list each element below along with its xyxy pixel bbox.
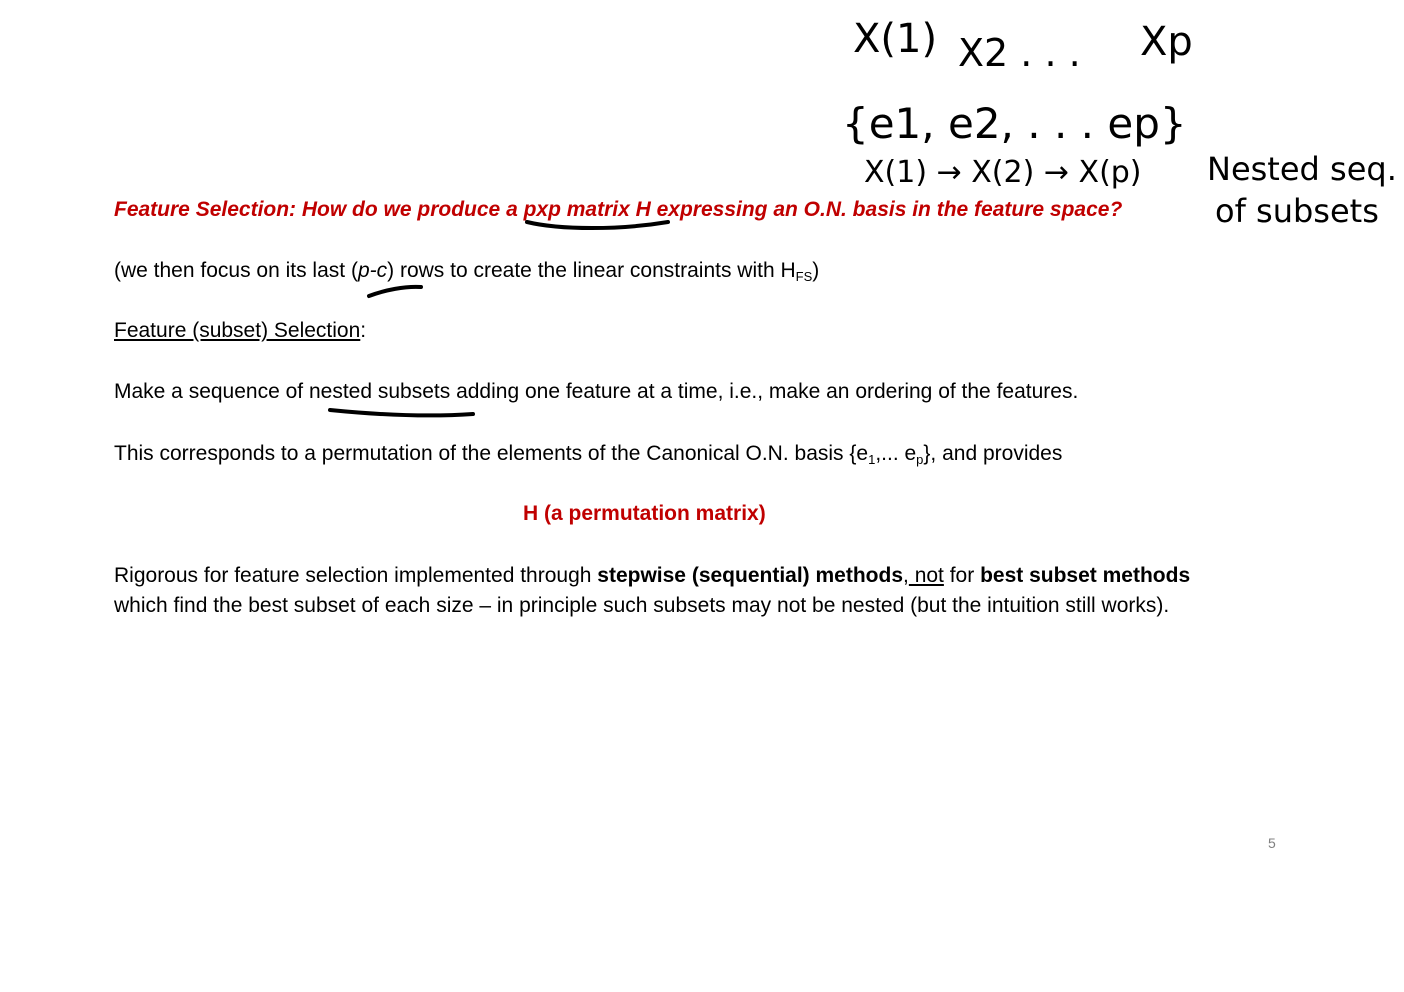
best-subset-line: which find the best subset of each size – in principle such subsets may not be nested (but the intuition still works). — [114, 594, 1170, 617]
nested-subsets-line: Make a sequence of nested subsets adding one feature at a time, i.e., make an ordering of the features. — [114, 380, 1079, 403]
slide-heading: Feature Selection: How do we produce a pxp matrix H expressing an O.N. basis in the feature space? — [114, 198, 1123, 221]
constraints-line: (we then focus on its last (p-c) rows to create the linear constraints with $H_{FS}$) — [114, 259, 820, 284]
underline-stroke-nested — [330, 410, 473, 415]
rigorous-line: Rigorous for feature selection implemented through stepwise (sequential) methods, not for best subset methods — [114, 564, 1191, 587]
permutation-line: This corresponds to a permutation of the elements of the Canonical O.N. basis {$e_1$,... $e_p$}, and provides — [114, 442, 1063, 467]
handwritten-basis-set: {e1, e2, . . . ep} — [842, 99, 1187, 148]
subset-selection-label: Feature (subset) Selection: — [114, 319, 367, 342]
underline-stroke-pc — [369, 287, 421, 296]
handwritten-xp: Xp — [1140, 19, 1193, 65]
permutation-matrix-label: H (a permutation matrix) — [523, 502, 766, 525]
page-number: 5 — [1268, 835, 1276, 851]
handwritten-x2: X2 . . . — [958, 31, 1081, 75]
handwritten-note-line2: of subsets — [1215, 192, 1379, 230]
handwritten-ordering: X(1) → X(2) → X(p) — [864, 155, 1142, 190]
handwritten-x1: X(1) — [853, 16, 938, 62]
handwritten-note-line1: Nested seq. — [1207, 150, 1397, 188]
